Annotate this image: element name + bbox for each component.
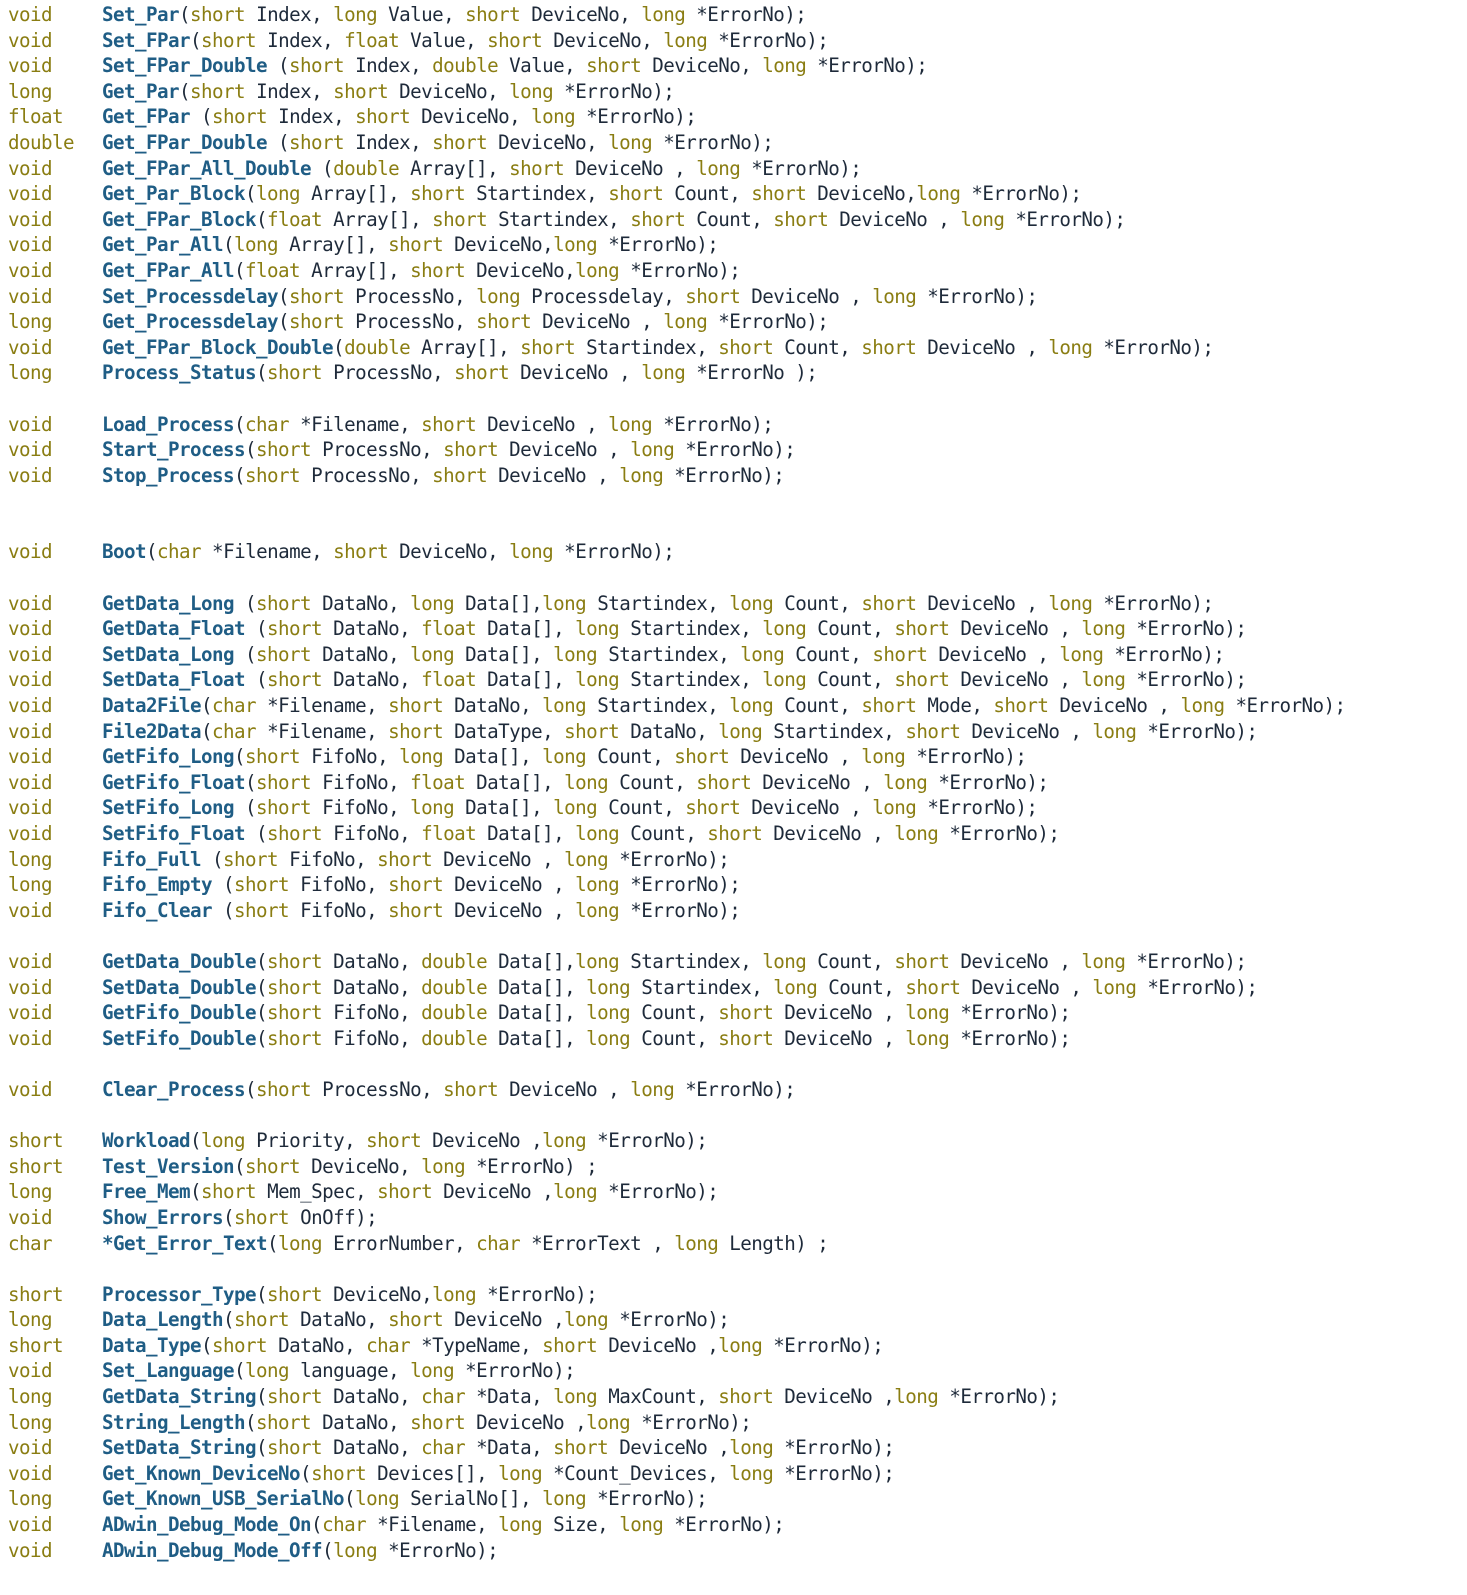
code-line bbox=[8, 386, 1463, 412]
code-line bbox=[8, 284, 1463, 310]
return-type: short bbox=[8, 1333, 64, 1357]
function-signature bbox=[102, 1410, 751, 1436]
return-type: void bbox=[8, 1077, 53, 1101]
code-line bbox=[8, 693, 1463, 719]
parameter-list: (short FifoNo, long Data[], long Count, short DeviceNo , long *ErrorNo); bbox=[234, 745, 1027, 769]
function-name: SetFifo_Double bbox=[102, 1026, 257, 1050]
return-type: short bbox=[8, 1154, 64, 1178]
return-type: short bbox=[8, 1282, 64, 1306]
return-type: void bbox=[8, 694, 53, 718]
function-name: GetData_Long bbox=[102, 591, 235, 615]
return-type: long bbox=[8, 1180, 53, 1204]
code-line bbox=[8, 1154, 1463, 1180]
return-type: long bbox=[8, 873, 53, 897]
return-type: void bbox=[8, 1538, 53, 1562]
function-signature bbox=[102, 975, 1257, 1001]
parameter-list: (short ProcessNo, long Processdelay, short DeviceNo , long *ErrorNo); bbox=[278, 284, 1038, 308]
code-line bbox=[8, 923, 1463, 949]
function-signature bbox=[102, 1077, 795, 1103]
parameter-list: (short Devices[], long *Count_Devices, long *ErrorNo); bbox=[300, 1461, 895, 1485]
return-type: void bbox=[8, 975, 53, 999]
function-name: Show_Errors bbox=[102, 1205, 224, 1229]
function-name: SetData_Double bbox=[102, 975, 257, 999]
parameter-list: (char *Filename, short DeviceNo , long *ErrorNo); bbox=[234, 412, 774, 436]
function-name: SetData_String bbox=[102, 1436, 257, 1460]
function-name: Get_Par_Block bbox=[102, 182, 246, 206]
function-signature bbox=[102, 1358, 575, 1384]
function-name: SetFifo_Long bbox=[102, 796, 235, 820]
parameter-list: (short FifoNo, short DeviceNo , long *ErrorNo); bbox=[201, 847, 730, 871]
function-name: Get_FPar_Block_Double bbox=[102, 335, 334, 359]
function-signature bbox=[102, 693, 1346, 719]
return-type: void bbox=[8, 463, 53, 487]
function-signature bbox=[102, 309, 828, 335]
function-signature bbox=[102, 463, 784, 489]
function-name: Set_Par bbox=[102, 3, 180, 26]
return-type: char bbox=[8, 1231, 53, 1255]
function-signature bbox=[102, 28, 828, 54]
return-type: void bbox=[8, 642, 53, 666]
function-signature bbox=[102, 437, 795, 463]
parameter-list: (short DataNo, float Data[], long Startindex, long Count, short DeviceNo , long *ErrorNo); bbox=[245, 617, 1247, 641]
return-type: void bbox=[8, 949, 53, 973]
code-line bbox=[8, 53, 1463, 79]
function-signature bbox=[102, 130, 773, 156]
return-type: void bbox=[8, 796, 53, 820]
function-signature bbox=[102, 1282, 597, 1308]
code-line bbox=[8, 821, 1463, 847]
code-line bbox=[8, 719, 1463, 745]
return-type: double bbox=[8, 130, 75, 154]
code-line bbox=[8, 412, 1463, 438]
parameter-list: (short Index, short DeviceNo, long *ErrorNo); bbox=[267, 130, 774, 154]
return-type: void bbox=[8, 822, 53, 845]
function-signature bbox=[102, 770, 1048, 796]
function-signature bbox=[102, 847, 729, 873]
parameter-list: (short DeviceNo,long *ErrorNo); bbox=[256, 1282, 598, 1306]
code-line bbox=[8, 847, 1463, 873]
function-signature bbox=[102, 1486, 707, 1512]
parameter-list: (short Index, float Value, short DeviceNo, long *ErrorNo); bbox=[190, 28, 829, 52]
return-type: void bbox=[8, 719, 53, 743]
return-type: long bbox=[8, 847, 53, 871]
function-name: ADwin_Debug_Mode_Off bbox=[102, 1538, 323, 1562]
function-signature bbox=[102, 1179, 718, 1205]
function-signature bbox=[102, 207, 1125, 233]
parameter-list: (short FifoNo, float Data[], long Count, short DeviceNo , long *ErrorNo); bbox=[245, 822, 1060, 845]
function-signature bbox=[102, 1538, 498, 1564]
code-listing bbox=[8, 2, 1463, 1563]
function-signature bbox=[102, 591, 1213, 617]
function-signature bbox=[102, 821, 1059, 847]
function-signature bbox=[102, 104, 696, 130]
function-signature bbox=[102, 872, 740, 898]
parameter-list: (short DataNo, long Data[],long Startindex, long Count, short DeviceNo , long *ErrorNo); bbox=[234, 591, 1214, 615]
function-signature bbox=[102, 949, 1246, 975]
code-line bbox=[8, 1231, 1463, 1257]
parameter-list: (long Array[], short DeviceNo,long *ErrorNo); bbox=[223, 233, 719, 257]
function-signature bbox=[102, 1461, 894, 1487]
parameter-list: (long Array[], short Startindex, short Count, short DeviceNo,long *ErrorNo); bbox=[245, 182, 1082, 206]
code-line bbox=[8, 1000, 1463, 1026]
function-name: Processor_Type bbox=[102, 1282, 257, 1306]
function-name: SetData_Long bbox=[102, 642, 235, 666]
function-signature bbox=[102, 412, 773, 438]
code-line bbox=[8, 309, 1463, 335]
function-name: Workload bbox=[102, 1129, 191, 1153]
function-name: Data_Type bbox=[102, 1333, 202, 1357]
code-line bbox=[8, 795, 1463, 821]
function-signature bbox=[102, 667, 1246, 693]
code-line bbox=[8, 1103, 1463, 1129]
return-type: void bbox=[8, 28, 53, 52]
code-line bbox=[8, 642, 1463, 668]
code-line bbox=[8, 207, 1463, 233]
code-line bbox=[8, 232, 1463, 258]
code-line bbox=[8, 514, 1463, 540]
function-name: Start_Process bbox=[102, 438, 246, 462]
code-line bbox=[8, 79, 1463, 105]
return-type: void bbox=[8, 1205, 53, 1229]
parameter-list: (short ProcessNo, short DeviceNo , long *ErrorNo ); bbox=[256, 361, 818, 385]
return-type: void bbox=[8, 898, 53, 922]
function-name: Fifo_Clear bbox=[102, 898, 213, 922]
parameter-list: (short OnOff); bbox=[223, 1205, 378, 1229]
function-signature bbox=[102, 616, 1246, 642]
return-type: void bbox=[8, 1513, 53, 1537]
code-line bbox=[8, 949, 1463, 975]
function-signature bbox=[102, 2, 806, 28]
return-type: void bbox=[8, 745, 53, 769]
function-name: Boot bbox=[102, 540, 147, 564]
parameter-list: (short DataNo, char *Data, short DeviceNo ,long *ErrorNo); bbox=[256, 1436, 895, 1460]
return-type: float bbox=[8, 105, 64, 129]
function-name: SetFifo_Float bbox=[102, 822, 246, 845]
parameter-list: (double Array[], short DeviceNo , long *ErrorNo); bbox=[311, 156, 862, 180]
function-name: GetData_String bbox=[102, 1385, 257, 1409]
function-signature bbox=[102, 156, 861, 182]
parameter-list: (short DataNo, double Data[], long Startindex, long Count, short DeviceNo , long *ErrorNo); bbox=[256, 975, 1258, 999]
code-line bbox=[8, 1486, 1463, 1512]
code-line bbox=[8, 360, 1463, 386]
code-line bbox=[8, 667, 1463, 693]
parameter-list: (char *Filename, short DataNo, long Startindex, long Count, short Mode, short DeviceNo , long *ErrorNo); bbox=[201, 694, 1346, 718]
function-signature bbox=[102, 1128, 707, 1154]
parameter-list: (double Array[], short Startindex, short Count, short DeviceNo , long *ErrorNo); bbox=[333, 335, 1214, 359]
function-name: Set_Language bbox=[102, 1359, 235, 1383]
code-line bbox=[8, 463, 1463, 489]
parameter-list: (short ProcessNo, short DeviceNo , long *ErrorNo); bbox=[234, 463, 785, 487]
return-type: void bbox=[8, 54, 53, 78]
return-type: void bbox=[8, 233, 53, 257]
code-line bbox=[8, 1410, 1463, 1436]
parameter-list: (short Index, short DeviceNo, long *ErrorNo); bbox=[179, 79, 675, 103]
function-signature bbox=[102, 1154, 597, 1180]
function-name: File2Data bbox=[102, 719, 202, 743]
return-type: void bbox=[8, 668, 53, 692]
code-line bbox=[8, 591, 1463, 617]
function-signature bbox=[102, 539, 674, 565]
code-line bbox=[8, 975, 1463, 1001]
code-line bbox=[8, 1282, 1463, 1308]
function-name: Get_FPar_All_Double bbox=[102, 156, 312, 180]
function-name: Data_Length bbox=[102, 1308, 224, 1332]
function-name: GetFifo_Double bbox=[102, 1001, 257, 1025]
function-name: GetData_Double bbox=[102, 949, 257, 973]
function-name: Get_Known_USB_SerialNo bbox=[102, 1487, 345, 1511]
code-line bbox=[8, 1077, 1463, 1103]
function-signature bbox=[102, 258, 740, 284]
return-type: long bbox=[8, 1385, 53, 1409]
code-line bbox=[8, 488, 1463, 514]
parameter-list: (short FifoNo, short DeviceNo , long *ErrorNo); bbox=[212, 873, 741, 897]
code-line bbox=[8, 130, 1463, 156]
return-type: void bbox=[8, 284, 53, 308]
code-line bbox=[8, 1307, 1463, 1333]
parameter-list: (short ProcessNo, short DeviceNo , long *ErrorNo); bbox=[245, 438, 796, 462]
parameter-list: (char *Filename, short DeviceNo, long *ErrorNo); bbox=[146, 540, 675, 564]
function-name: String_Length bbox=[102, 1410, 246, 1434]
function-name: GetFifo_Long bbox=[102, 745, 235, 769]
return-type: void bbox=[8, 540, 53, 564]
return-type: void bbox=[8, 1001, 53, 1025]
code-line bbox=[8, 258, 1463, 284]
parameter-list: (short FifoNo, long Data[], long Count, short DeviceNo , long *ErrorNo); bbox=[234, 796, 1038, 820]
code-line bbox=[8, 770, 1463, 796]
function-name: Get_Par bbox=[102, 79, 180, 103]
return-type: void bbox=[8, 182, 53, 206]
function-name: Get_FPar_All bbox=[102, 258, 235, 282]
parameter-list: (short Index, short DeviceNo, long *ErrorNo); bbox=[190, 105, 697, 129]
function-name: SetData_Float bbox=[102, 668, 246, 692]
return-type: void bbox=[8, 438, 53, 462]
return-type: short bbox=[8, 1129, 64, 1153]
function-signature bbox=[102, 53, 927, 79]
code-line bbox=[8, 1128, 1463, 1154]
parameter-list: (short DataNo, short DeviceNo ,long *ErrorNo); bbox=[223, 1308, 730, 1332]
function-name: Get_FPar_Double bbox=[102, 130, 268, 154]
code-line bbox=[8, 616, 1463, 642]
code-line bbox=[8, 1538, 1463, 1564]
parameter-list: (long language, long *ErrorNo); bbox=[234, 1359, 576, 1383]
parameter-list: (short FifoNo, float Data[], long Count, short DeviceNo , long *ErrorNo); bbox=[245, 770, 1049, 794]
parameter-list: (long SerialNo[], long *ErrorNo); bbox=[344, 1487, 708, 1511]
function-name: Stop_Process bbox=[102, 463, 235, 487]
return-type: long bbox=[8, 1410, 53, 1434]
function-signature bbox=[102, 181, 1081, 207]
function-name: GetData_Float bbox=[102, 617, 246, 641]
function-name: Set_FPar_Double bbox=[102, 54, 268, 78]
function-name: Get_FPar bbox=[102, 105, 191, 129]
code-line bbox=[8, 1333, 1463, 1359]
function-name: Get_Par_All bbox=[102, 233, 224, 257]
code-line bbox=[8, 437, 1463, 463]
function-name: Clear_Process bbox=[102, 1077, 246, 1101]
code-line bbox=[8, 872, 1463, 898]
function-signature bbox=[102, 898, 740, 924]
function-signature bbox=[102, 719, 1257, 745]
parameter-list: (short DataNo, char *TypeName, short DeviceNo ,long *ErrorNo); bbox=[201, 1333, 884, 1357]
code-line bbox=[8, 335, 1463, 361]
function-name: Process_Status bbox=[102, 361, 257, 385]
function-signature bbox=[102, 1333, 883, 1359]
return-type: void bbox=[8, 207, 53, 231]
return-type: void bbox=[8, 770, 53, 794]
parameter-list: (short ProcessNo, short DeviceNo , long *ErrorNo); bbox=[245, 1077, 796, 1101]
parameter-list: (short DataNo, char *Data, long MaxCount, short DeviceNo ,long *ErrorNo); bbox=[256, 1385, 1060, 1409]
code-line bbox=[8, 1461, 1463, 1487]
code-line bbox=[8, 1256, 1463, 1282]
parameter-list: (long *ErrorNo); bbox=[322, 1538, 499, 1562]
function-name: Load_Process bbox=[102, 412, 235, 436]
function-signature bbox=[102, 642, 1224, 668]
return-type: void bbox=[8, 3, 53, 26]
function-signature bbox=[102, 1205, 377, 1231]
code-line bbox=[8, 565, 1463, 591]
return-type: long bbox=[8, 1487, 53, 1511]
function-name: Get_Known_DeviceNo bbox=[102, 1461, 301, 1485]
return-type: void bbox=[8, 156, 53, 180]
return-type: void bbox=[8, 617, 53, 641]
function-name: Free_Mem bbox=[102, 1180, 191, 1204]
function-signature bbox=[102, 79, 674, 105]
function-signature bbox=[102, 744, 1026, 770]
code-line bbox=[8, 1026, 1463, 1052]
return-type: void bbox=[8, 412, 53, 436]
return-type: long bbox=[8, 361, 53, 385]
function-signature bbox=[102, 232, 718, 258]
parameter-list: (short DataNo, long Data[], long Startindex, long Count, short DeviceNo , long *ErrorNo); bbox=[234, 642, 1225, 666]
function-signature bbox=[102, 284, 1037, 310]
code-line bbox=[8, 156, 1463, 182]
code-line bbox=[8, 28, 1463, 54]
code-line bbox=[8, 1512, 1463, 1538]
return-type: long bbox=[8, 1308, 53, 1332]
parameter-list: (long Priority, short DeviceNo ,long *ErrorNo); bbox=[190, 1129, 708, 1153]
function-signature bbox=[102, 335, 1213, 361]
code-line bbox=[8, 1205, 1463, 1231]
code-line bbox=[8, 181, 1463, 207]
return-type: void bbox=[8, 258, 53, 282]
code-line bbox=[8, 1358, 1463, 1384]
code-line bbox=[8, 1384, 1463, 1410]
function-signature bbox=[102, 1307, 729, 1333]
code-line bbox=[8, 104, 1463, 130]
return-type: long bbox=[8, 310, 53, 334]
parameter-list: (short DataNo, double Data[],long Startindex, long Count, short DeviceNo , long *ErrorNo); bbox=[256, 949, 1247, 973]
code-line bbox=[8, 2, 1463, 28]
function-signature bbox=[102, 1026, 1070, 1052]
parameter-list: (float Array[], short DeviceNo,long *ErrorNo); bbox=[234, 258, 741, 282]
parameter-list: (short FifoNo, double Data[], long Count, short DeviceNo , long *ErrorNo); bbox=[256, 1001, 1071, 1025]
code-line bbox=[8, 744, 1463, 770]
parameter-list: (short FifoNo, double Data[], long Count, short DeviceNo , long *ErrorNo); bbox=[256, 1026, 1071, 1050]
code-line bbox=[8, 539, 1463, 565]
function-signature bbox=[102, 1231, 828, 1257]
parameter-list: (short Index, long Value, short DeviceNo, long *ErrorNo); bbox=[179, 3, 807, 26]
parameter-list: (char *Filename, short DataType, short DataNo, long Startindex, short DeviceNo , long *ErrorNo); bbox=[201, 719, 1258, 743]
parameter-list: (short FifoNo, short DeviceNo , long *ErrorNo); bbox=[212, 898, 741, 922]
function-signature bbox=[102, 360, 817, 386]
return-type: void bbox=[8, 335, 53, 359]
code-line bbox=[8, 1051, 1463, 1077]
code-line bbox=[8, 1435, 1463, 1461]
parameter-list: (short DeviceNo, long *ErrorNo) ; bbox=[234, 1154, 598, 1178]
function-name: Get_Processdelay bbox=[102, 310, 279, 334]
parameter-list: (short Mem_Spec, short DeviceNo ,long *ErrorNo); bbox=[190, 1180, 719, 1204]
return-type: long bbox=[8, 79, 53, 103]
parameter-list: (long ErrorNumber, char *ErrorText , long Length) ; bbox=[267, 1231, 829, 1255]
return-type: void bbox=[8, 1359, 53, 1383]
function-name: ADwin_Debug_Mode_On bbox=[102, 1513, 312, 1537]
function-signature bbox=[102, 1000, 1070, 1026]
function-signature bbox=[102, 1384, 1059, 1410]
function-name: Fifo_Full bbox=[102, 847, 202, 871]
function-name: GetFifo_Float bbox=[102, 770, 246, 794]
parameter-list: (short Index, double Value, short DeviceNo, long *ErrorNo); bbox=[267, 54, 928, 78]
function-name: Test_Version bbox=[102, 1154, 235, 1178]
return-type: void bbox=[8, 1026, 53, 1050]
parameter-list: (char *Filename, long Size, long *ErrorNo); bbox=[311, 1513, 785, 1537]
function-name: Set_Processdelay bbox=[102, 284, 279, 308]
function-name: Get_FPar_Block bbox=[102, 207, 257, 231]
code-line bbox=[8, 1179, 1463, 1205]
return-type: void bbox=[8, 591, 53, 615]
code-line bbox=[8, 898, 1463, 924]
function-signature bbox=[102, 795, 1037, 821]
function-signature bbox=[102, 1512, 784, 1538]
parameter-list: (short DataNo, float Data[], long Startindex, long Count, short DeviceNo , long *ErrorNo); bbox=[245, 668, 1247, 692]
function-name: Fifo_Empty bbox=[102, 873, 213, 897]
parameter-list: (short DataNo, short DeviceNo ,long *ErrorNo); bbox=[245, 1410, 752, 1434]
parameter-list: (short ProcessNo, short DeviceNo , long *ErrorNo); bbox=[278, 310, 829, 334]
function-signature bbox=[102, 1435, 894, 1461]
return-type: void bbox=[8, 1436, 53, 1460]
parameter-list: (float Array[], short Startindex, short Count, short DeviceNo , long *ErrorNo); bbox=[256, 207, 1126, 231]
function-name: *Get_Error_Text bbox=[102, 1231, 268, 1255]
return-type: void bbox=[8, 1461, 53, 1485]
function-name: Data2File bbox=[102, 694, 202, 718]
function-name: Set_FPar bbox=[102, 28, 191, 52]
